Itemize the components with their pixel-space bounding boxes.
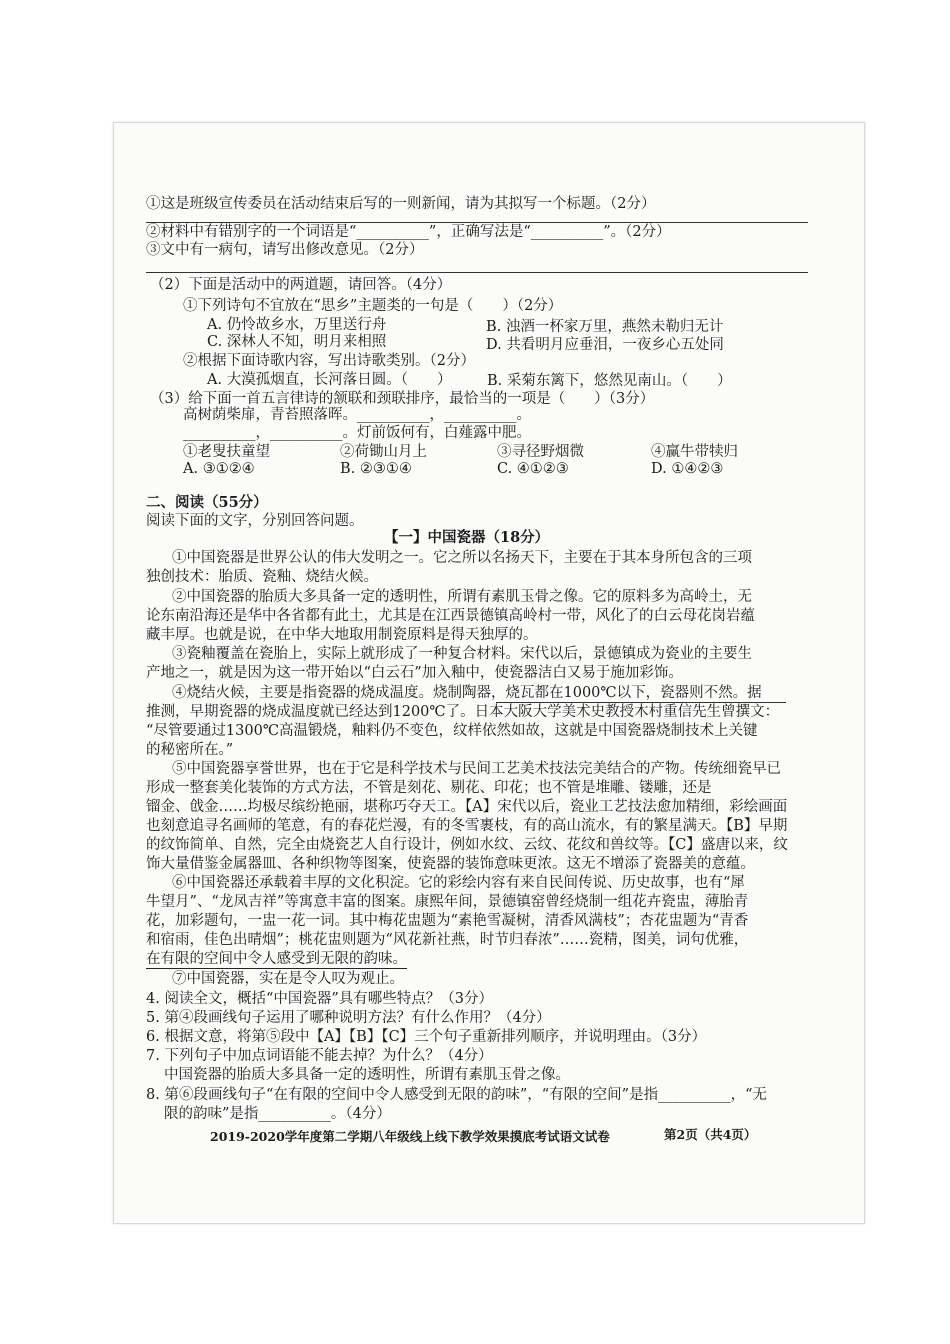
paragraph-line: ⑥中国瓷器还承载着丰厚的文化积淀。它的彩绘内容有来自民间传说、历史故事，也有“犀 (172, 875, 745, 891)
poem-line-2: __________，__________。灯前饭何有，白薤露中肥。 (183, 425, 531, 441)
option-b: B. 浊酒一杯家万里，燕然未勒归无计 (486, 319, 724, 335)
question-2-heading: （2）下面是活动中的两道题，请回答。（4分） (150, 277, 452, 293)
answer-line (146, 272, 808, 273)
paragraph-line: 花，加彩题句，一盅一花一词。其中梅花盅题为“素艳雪凝树，清香风满枝”；杏花盅题为“青香 (146, 913, 749, 929)
question-8-line-2: 限的韵味”是指__________。（4分） (164, 1106, 391, 1122)
question-5: 5. 第④段画线句子运用了哪种说明方法？有什么作用？（4分） (146, 1010, 551, 1026)
paragraph-line: 形成一整套美化装饰的方式方法，不管是刻花、剔花、印花；也不管是堆雕、镂雕，还是 (146, 780, 712, 796)
answer-d: D. ①④②③ (651, 461, 724, 477)
paragraph-line: ⑦中国瓷器，实在是令人叹为观止。 (172, 971, 404, 987)
option-c: C. 深林人不知，明月来相照 (207, 334, 387, 350)
question-typo: ②材料中有错别字的一个词语是“__________”，正确写法是“__________”。（2分） (146, 224, 671, 240)
paragraph-line: ①中国瓷器是世界公认的伟大发明之一。它之所以名扬天下，主要在于其本身所包含的三项 (172, 550, 752, 566)
article-title: 【一】中国瓷器（18分） (384, 529, 550, 546)
paragraph-line: 藏丰厚。也就是说，在中华大地取用制瓷原料是得天独厚的。 (146, 627, 538, 643)
paragraph-line: 论东南沿海还是华中各省都有此土，尤其是在江西景德镇高岭村一带，风化了的白云母花岗岩蕴 (146, 608, 755, 624)
paragraph-line: “尽管要通过1300℃高温锻烧，釉料仍不变色，纹样依然如故，这就是中国瓷器烧制技术上关键 (146, 723, 758, 739)
poem-a: A. 大漠孤烟直，长河落日圆。（ ） (207, 372, 452, 388)
question-3-heading: （3）给下面一首五言律诗的颔联和颈联排序，最恰当的一项是（ ）（3分） (150, 391, 655, 407)
footer-title: 2019-2020学年度第二学期八年级线上线下教学效果摸底考试语文试卷 (210, 1129, 610, 1144)
question-7-sentence: 中国瓷器的胎质大多具备一定的透明性，所谓有素肌玉骨之像。 (164, 1067, 570, 1083)
paragraph-line: 饰大量借鉴金属器皿、各种织物等图案，使瓷器的装饰意味更浓。这无不增添了瓷器美的意蕴。 (146, 856, 755, 872)
paragraph-line: 牛望月”、“龙凤吉祥”等寓意丰富的图案。康熙年间，景德镇窑曾经烧制一组花卉瓷盅，薄胎青 (146, 894, 749, 910)
question-6: 6. 根据文意，将第⑤段中【A】【B】【C】三个句子重新排列顺序，并说明理由。（3分） (146, 1029, 707, 1045)
paragraph-line: ②中国瓷器的胎质大多具备一定的透明性，所谓有素肌玉骨之像。它的原料多为高岭土，无 (172, 589, 752, 605)
paragraph-line: 产地之一，就是因为这一带开始以“白云石”加入釉中，使瓷器洁白又易于施加彩饰。 (146, 665, 683, 681)
paragraph-line: 也刻意追寻名画师的笔意，有的春花烂漫，有的冬雪裹枝，有的高山流水，有的繁星满天。【B】早期 (146, 818, 788, 834)
page-number: 第2页（共4页） (664, 1127, 757, 1142)
question-4: 4. 阅读全文，概括“中国瓷器”具有哪些特点？（3分） (146, 991, 493, 1007)
paragraph-line: 镏金、戗金……均极尽缤纷艳丽，堪称巧夺天工。【A】宋代以后，瓷业工艺技法愈加精细，彩绘画面 (146, 799, 788, 815)
option-d: D. 共看明月应垂泪，一夜乡心五处同 (486, 337, 724, 353)
question-8-line-1: 8. 第⑥段画线句子“在有限的空间中令人感受到无限的韵味”，“有限的空间”是指__________，“无 (146, 1087, 768, 1103)
verse-option-4: ④赢牛带犊归 (651, 444, 738, 460)
question-news-title: ①这是班级宣传委员在活动结束后写的一则新闻，请为其拟写一个标题。（2分） (146, 196, 656, 212)
poem-line-1: 高树荫柴扉，青苔照落晖。__________，__________。 (183, 407, 531, 423)
verse-option-3: ③寻径野烟微 (497, 444, 584, 460)
paragraph-line: ④烧结火候，主要是指瓷器的烧成温度。烧制陶器，烧瓦都在1000℃以下，瓷器则不然。据 (172, 685, 762, 701)
answer-a: A. ③①②④ (183, 461, 255, 477)
paragraph-line: 的纹饰简单、自然，完全由烧瓷艺人自行设计，例如水纹、云纹、花纹和兽纹等。【C】盛唐以来，纹 (146, 837, 788, 853)
question-2-sub2: ②根据下面诗歌内容，写出诗歌类别。（2分） (183, 353, 475, 369)
answer-b: B. ②③①④ (340, 461, 412, 477)
reading-intro: 阅读下面的文字，分别回答问题。 (146, 513, 364, 529)
paragraph-line: 独创技术：胎质、瓷釉、烧结火候。 (146, 569, 378, 585)
question-7: 7. 下列句子中加点词语能不能去掉？为什么？（4分） (146, 1048, 493, 1064)
answer-c: C. ④①②③ (497, 461, 569, 477)
underlined-sentence: 在有限的空间中令人感受到无限的韵味。 (146, 951, 407, 967)
paragraph-line: 推测，早期瓷器的烧成温度就已经达到1200℃了。日本大阪大学美术史教授木村重信先生曾撰文： (146, 704, 780, 720)
question-sentence-error: ③文中有一病句，请写出修改意见。（2分） (146, 242, 424, 258)
poem-b: B. 采菊东篱下，悠然见南山。（ ） (487, 373, 732, 389)
verse-option-1: ①老叟扶童望 (183, 444, 270, 460)
paragraph-line: 的秘密所在。” (146, 742, 234, 758)
verse-option-2: ②荷锄山月上 (340, 444, 427, 460)
paragraph-line: ③瓷釉覆盖在瓷胎上，实际上就形成了一种复合材料。宋代以后，景德镇成为瓷业的主要生 (172, 646, 752, 662)
section-title: 二、阅读（55分） (146, 494, 268, 511)
paragraph-line: 和宿雨，佳色出晴烟”；桃花盅则题为“风花新社燕，时节归春浓”……瓷精，图美，词句优雅， (146, 932, 749, 948)
question-2-sub1: ①下列诗句不宜放在“思乡”主题类的一句是（ ）（2分） (183, 298, 563, 314)
paragraph-line: ⑤中国瓷器享誉世界，也在于它是科学技术与民间工艺美术技法完美结合的产物。传统细瓷早已 (172, 761, 781, 777)
option-a: A. 仍怜故乡水，万里送行舟 (207, 317, 387, 333)
